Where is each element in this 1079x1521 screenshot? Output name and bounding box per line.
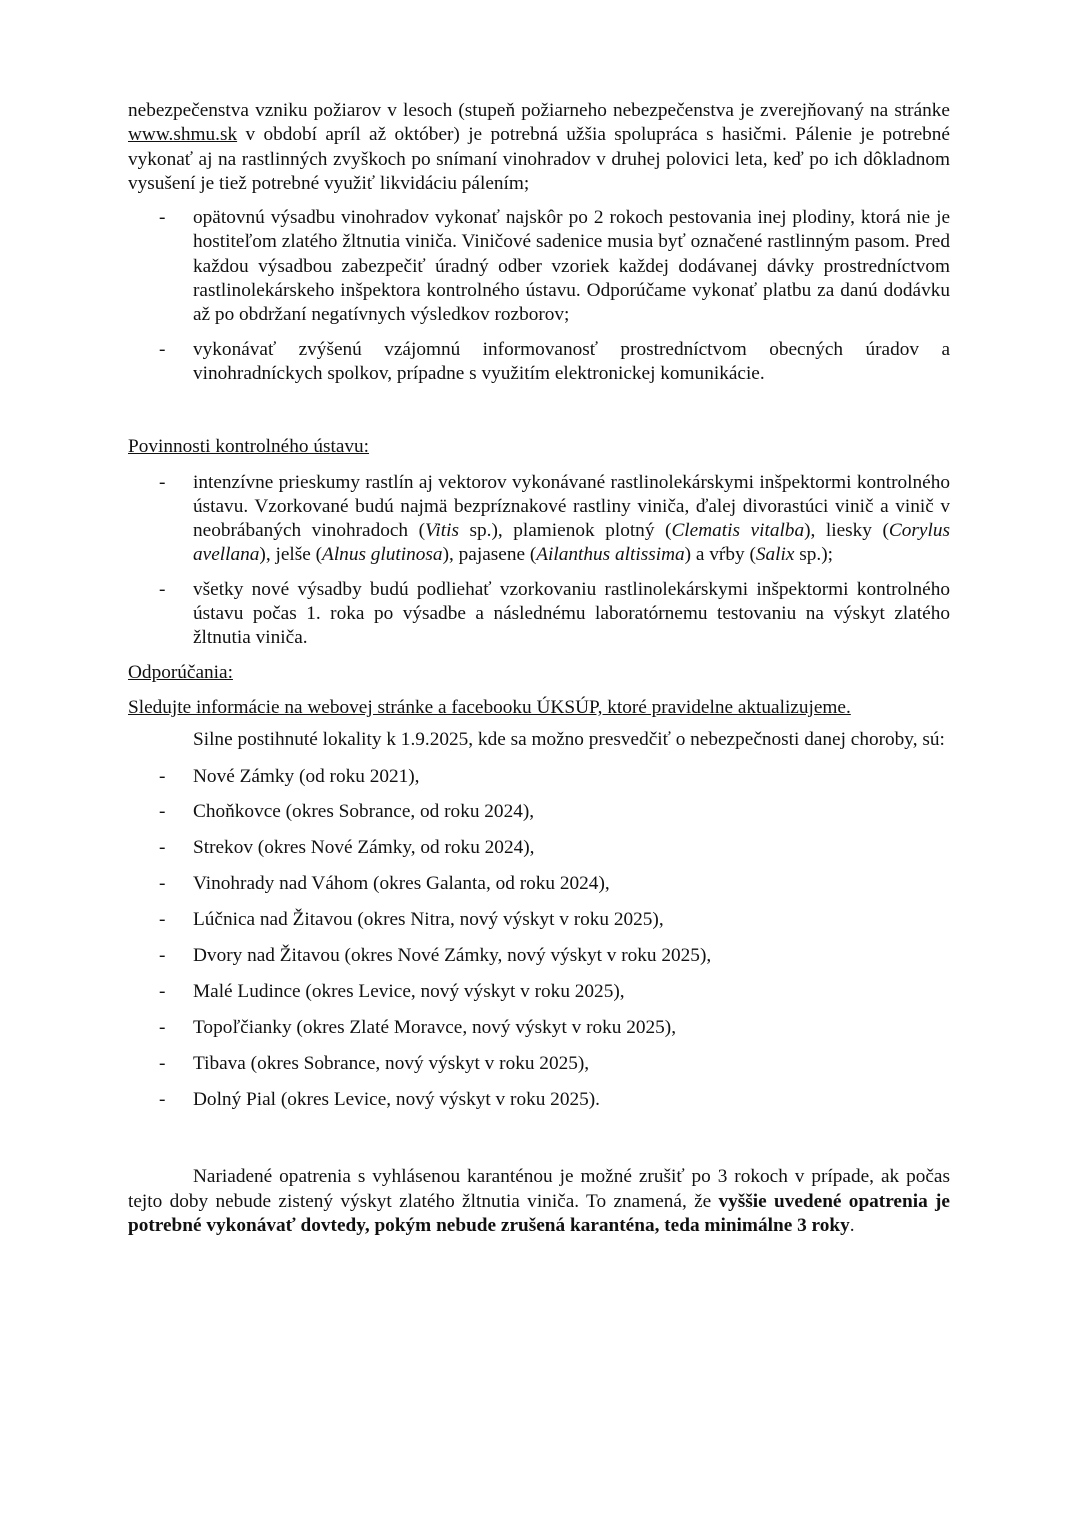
localities-intro: Silne postihnuté lokality k 1.9.2025, kde sa možno presvedčiť o nebezpečnosti danej choroby, sú: [193, 729, 945, 751]
document-page [128, 99, 950, 1238]
dash-bullet: - [159, 909, 166, 931]
localities-list [128, 765, 950, 1112]
species-name: Clematis vitalba [671, 520, 805, 542]
list-item: - Lúčnica nad Žitavou (okres Nitra, nový výskyt v roku 2025), [128, 908, 950, 932]
closing-paragraph: Nariadené opatrenia s vyhlásenou karanténou je možné zrušiť po 3 rokoch v prípade, ak počas tejto doby nebude zistený výskyt zlatého žltnutia viniča. To znamená, že vyššie uvedené opatrenia je potrebné vykonávať dovtedy, pokým nebude zrušená karanténa, teda minimálne 3 roky. [128, 1166, 950, 1237]
species-name: Alnus glutinosa [322, 544, 443, 566]
dash-bullet: - [159, 873, 166, 895]
dash-bullet: - [159, 207, 166, 229]
list-item: - Nové Zámky (od roku 2021), [128, 765, 950, 789]
dash-bullet: - [159, 837, 166, 859]
dash-bullet: - [159, 338, 166, 360]
list-item: - všetky nové výsadby budú podliehať vzorkovaniu rastlinolekárskymi inšpektormi kontrolného ústavu počas 1. roka po výsadbe a následnému laboratórnemu testovaniu na výskyt zlatého žltnutia viniča. [159, 578, 950, 649]
closing-emphasis: vyššie uvedené opatrenia je potrebné vykonávať dovtedy, pokým nebude zrušená karanténa, teda minimálne 3 roky [128, 1190, 950, 1237]
list-item: - Strekov (okres Nové Zámky, od roku 2024), [128, 836, 950, 860]
species-name: Salix [755, 544, 795, 566]
dash-bullet: - [159, 801, 166, 823]
shmu-link[interactable]: www.shmu.sk [128, 124, 238, 146]
owner-duties-list [128, 206, 950, 386]
institute-duties-heading: Povinnosti kontrolného ústavu: [128, 436, 370, 458]
intro-paragraph: nebezpečenstva vzniku požiarov v lesoch (stupeň požiarneho nebezpečenstva je zverejňovaný na stránke www.shmu.sk v období apríl až október) je potrebná užšia spolupráca s hasičmi. Pálenie je potrebné vykonať aj na rastlinných zvyškoch po snímaní vinohradov v druhej polovici leta, keď po ich dôkladnom vysušení je tiež potrebné využiť likvidáciu pálením; [128, 100, 950, 194]
list-item: - Choňkovce (okres Sobrance, od roku 2024), [128, 800, 950, 824]
dash-bullet: - [159, 944, 166, 966]
list-item: - Dvory nad Žitavou (okres Nové Zámky, nový výskyt v roku 2025), [128, 944, 950, 968]
dash-bullet: - [159, 765, 166, 787]
list-item: - Dolný Pial (okres Levice, nový výskyt v roku 2025). [128, 1088, 950, 1112]
dash-bullet: - [159, 1088, 166, 1110]
list-item: - intenzívne prieskumy rastlín aj vektorov vykonávané rastlinolekárskymi inšpektormi kontrolného ústavu. Vzorkované budú najmä bezpríznakové rastliny viniča, ďalej divorastúci vinič a vinič v neobrábaných vinohradoch (Vitis sp.), plamienok plotný (Clematis vitalba), liesky (Corylus avellana), jelše (Alnus glutinosa), pajasene (Ailanthus altissima) a vŕby (Salix sp.); [159, 471, 950, 566]
dash-bullet: - [159, 980, 166, 1002]
list-item: - vykonávať zvýšenú vzájomnú informovanosť prostredníctvom obecných úradov a vinohradníckych spolkov, prípadne s využitím elektronickej komunikácie. [159, 338, 950, 384]
dash-bullet: - [159, 471, 166, 493]
dash-bullet: - [159, 578, 166, 600]
list-item: - Malé Ludince (okres Levice, nový výskyt v roku 2025), [128, 980, 950, 1004]
species-name: Ailanthus altissima [536, 544, 685, 566]
institute-duties-list [128, 471, 950, 651]
recommendations-heading: Odporúčania: [128, 661, 233, 683]
list-item: - Tibava (okres Sobrance, nový výskyt v roku 2025), [128, 1052, 950, 1076]
list-item: - opätovnú výsadbu vinohradov vykonať najskôr po 2 rokoch pestovania inej plodiny, ktorá nie je hostiteľom zlatého žltnutia viniča. Viničové sadenice musia byť označené rastlinným pasom. Pred každou výsadbou zabezpečiť úradný odber vzoriek každej dodávanej dávky prostredníctvom rastlinolekárskeho inšpektora kontrolného ústavu. Odporúčame vykonať platbu za danú dodávku až po obdržaní negatívnych výsledkov rozborov; [159, 207, 950, 326]
list-item: - Vinohrady nad Váhom (okres Galanta, od roku 2024), [128, 872, 950, 896]
list-item: - Topoľčianky (okres Zlaté Moravce, nový výskyt v roku 2025), [128, 1016, 950, 1040]
recommendations-notice: Sledujte informácie na webovej stránke a facebooku ÚKSÚP, ktoré pravidelne aktualizujeme. [128, 696, 851, 718]
species-name: Vitis [425, 520, 459, 542]
dash-bullet: - [159, 1052, 166, 1074]
species-name: Corylus avellana [193, 520, 950, 566]
dash-bullet: - [159, 1016, 166, 1038]
